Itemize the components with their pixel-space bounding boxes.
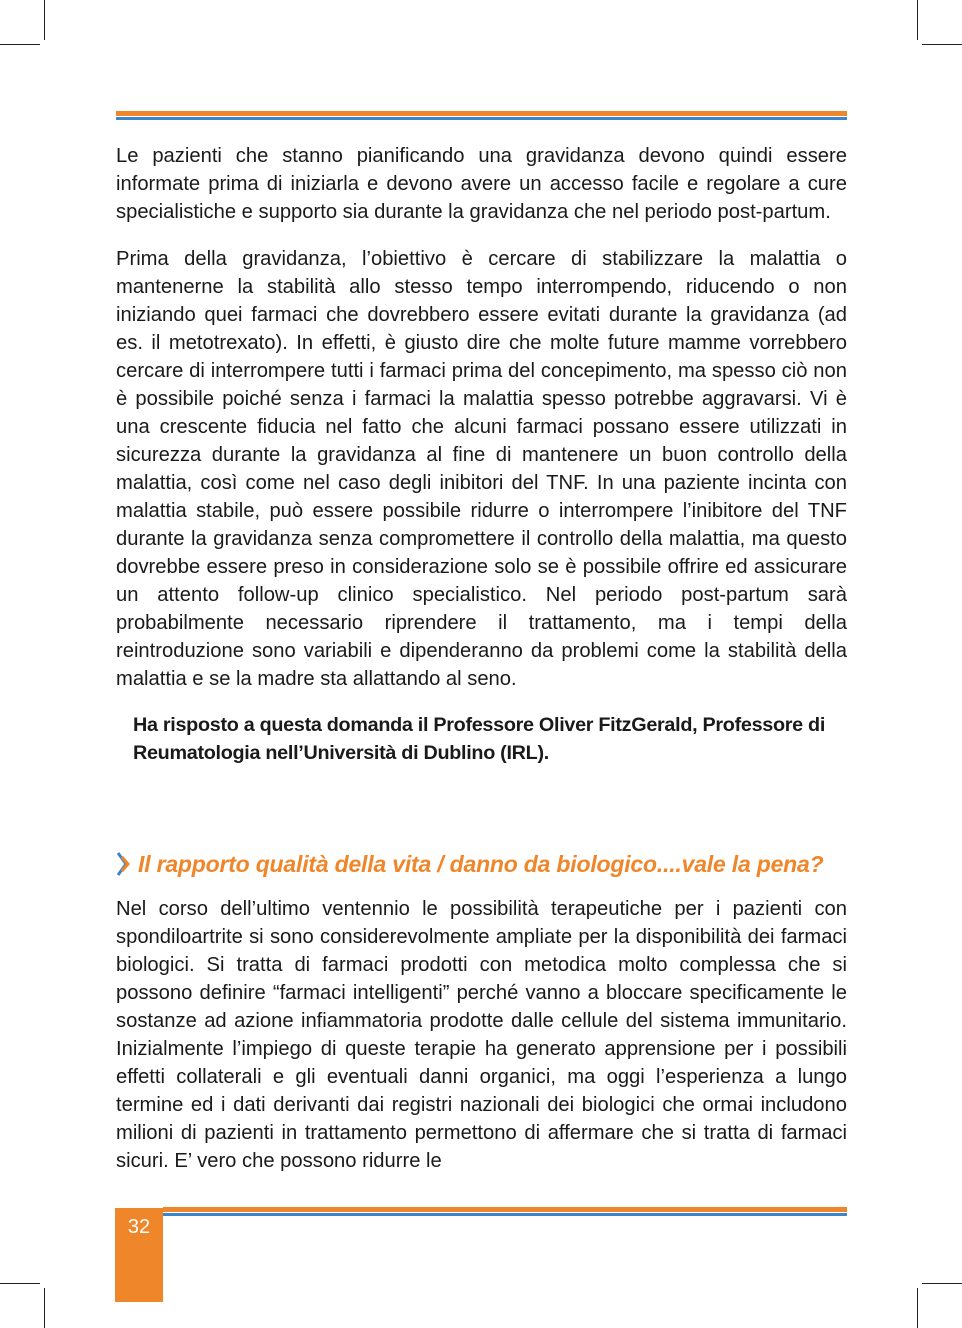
crop-mark: [44, 0, 45, 40]
answer-credit: Ha risposto a questa domanda il Professore Oliver FitzGerald, Professore di Reumatologia nell’Università di Dublino (IRL).: [133, 714, 826, 764]
header-rule: [116, 111, 847, 120]
crop-mark: [0, 44, 40, 45]
crop-mark: [917, 0, 918, 40]
chevron-right-icon: [116, 849, 134, 879]
paragraph: Nel corso dell’ultimo ventennio le possibilità terapeutiche per i pazienti con spondiloartrite si sono considerevolmente ampliate per la disponibilità dei farmaci biologici. Si tratta di farmaci prodotti con metodica molto complessa che si possono definire “farmaci intelligenti” perché vanno a bloccare specificamente le sostanze ad azione infiammatoria prodotte dalle cellule del sistema immunitario. Inizialmente l’impiego di queste terapie ha generato apprensione per i possibili effetti collaterali e gli eventuali danni organici, ma oggi l’esperienza a lungo termine ed i dati derivanti dai registri nazionali dei biologici che ormai includono milioni di pazienti in trattamento permettono di affermare che si tratta di farmaci sicuri. E’ vero che possono ridurre le: [116, 898, 847, 1172]
footer-rule-blue: [163, 1213, 847, 1216]
paragraph: Le pazienti che stanno pianificando una gravidanza devono quindi essere informate prima di iniziarla e devono avere un accesso facile e regolare a cure specialistiche e supporto sia durante la gravidanza che nel periodo post-partum.: [116, 145, 847, 223]
paragraph: Prima della gravidanza, l’obiettivo è cercare di stabilizzare la malattia o mantenerne la stabilità allo stesso tempo interrompendo, riducendo o non iniziando quei farmaci che dovrebbero essere evitati durante la gravidanza (ad es. il metotrexato). In effetti, è giusto dire che molte future mamme vorrebbero cercare di interrompere tutti i farmaci prima del concepimento, ma spesso ciò non è possibile poiché senza i farmaci la malattia spesso potrebbe aggravarsi. Vi è una crescente fiducia nel fatto che alcuni farmaci possano essere utilizzati in sicurezza durante la gravidanza al fine di mantenere un buon controllo della malattia, così come nel caso degli inibitori del TNF. In una paziente incinta con malattia stabile, può essere possibile ridurre o interrompere l’inibitore del TNF durante la gravidanza senza compromettere il controllo della malattia, ma questo dovrebbe essere preso in considerazione solo se è possibile offrire ed assicurare un attento follow-up clinico specialistico. Nel periodo post-partum sarà probabilmente necessario riprendere il trattamento, ma i tempi della reintroduzione sono variabili e dipenderanno da problemi come la stabilità della malattia e se la madre sta allattando al seno.: [116, 248, 847, 690]
footer-rule-orange: [163, 1207, 847, 1212]
section-body: [116, 895, 847, 1175]
crop-mark: [922, 44, 962, 45]
section-heading: [116, 848, 851, 880]
section-heading-text: Il rapporto qualità della vita / danno da biologico....vale la pena?: [138, 850, 824, 877]
body-text: [116, 142, 847, 767]
crop-mark: [917, 1288, 918, 1328]
page-number-box: [115, 1208, 163, 1302]
header-rule-blue: [116, 117, 847, 120]
crop-mark: [44, 1288, 45, 1328]
crop-mark: [922, 1283, 962, 1284]
footer-rule: [163, 1207, 847, 1216]
page-number: 32: [127, 1216, 151, 1238]
header-rule-orange: [116, 111, 847, 116]
crop-mark: [0, 1283, 40, 1284]
